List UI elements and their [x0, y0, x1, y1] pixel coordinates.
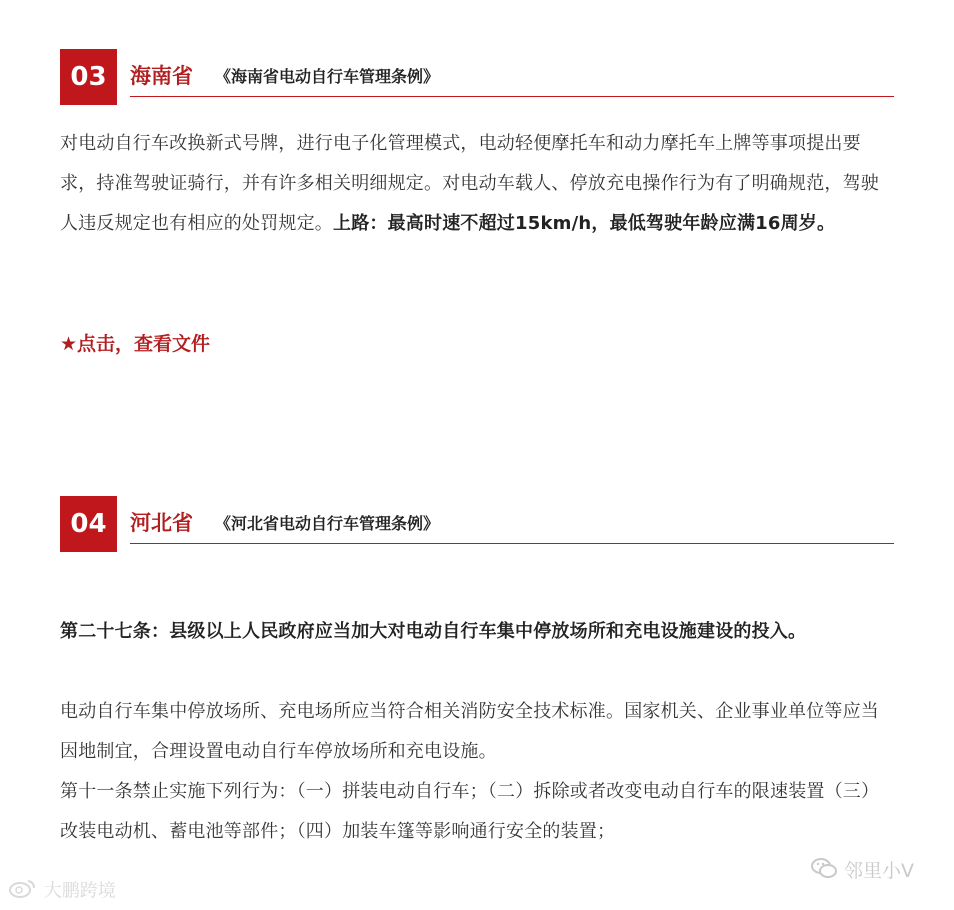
section-header-04 [60, 496, 894, 552]
body-text: 对电动自行车改换新式号牌，进行电子化管理模式，电动轻便摩托车和动力摩托车上牌等事项提出要求，持准驾驶证骑行，并有许多相关明细规定。对电动车载人、停放充电操作行为有了明确规范，驾驶人违反规定也有相应的处罚规定。 [60, 133, 879, 234]
section-header-03 [60, 49, 894, 105]
province-title: 海南省 [130, 64, 193, 88]
view-file-link[interactable] [60, 329, 210, 359]
watermark-right-text: 邻里小V [844, 860, 915, 882]
body-bold-text: 上路：最高时速不超过15km/h，最低驾驶年龄应满16周岁。 [333, 213, 836, 234]
section-number-badge: 03 [60, 49, 117, 105]
article-27-bold: 第二十七条：县级以上人民政府应当加大对电动自行车集中停放场所和充电设施建设的投入。 [60, 621, 807, 642]
section-body-03 [60, 124, 894, 244]
watermark-right [810, 856, 914, 887]
article-11-body: 第十一条禁止实施下列行为：（一）拼装电动自行车；（二）拆除或者改变电动自行车的限速装置（三）改装电动机、蓄电池等部件；（四）加装车篷等影响通行安全的装置； [60, 781, 880, 842]
header-divider [130, 96, 894, 97]
article-27-body: 电动自行车集中停放场所、充电场所应当符合相关消防安全技术标准。国家机关、企业事业单位等应当因地制宜，合理设置电动自行车停放场所和充电设施。 [60, 701, 879, 762]
view-file-link-label: 点击，查看文件 [77, 333, 211, 355]
province-title: 河北省 [130, 511, 193, 535]
law-title: 《海南省电动自行车管理条例》 [215, 67, 440, 86]
article-27-heading [60, 612, 894, 652]
watermark-left [8, 878, 116, 905]
watermark-left-text: 大鹏跨境 [43, 880, 116, 902]
law-title: 《河北省电动自行车管理条例》 [215, 514, 440, 533]
header-divider [130, 543, 894, 544]
wechat-icon [810, 856, 838, 887]
star-icon: ★ [60, 333, 78, 355]
section-number-badge: 04 [60, 496, 117, 552]
weibo-icon [8, 878, 38, 905]
